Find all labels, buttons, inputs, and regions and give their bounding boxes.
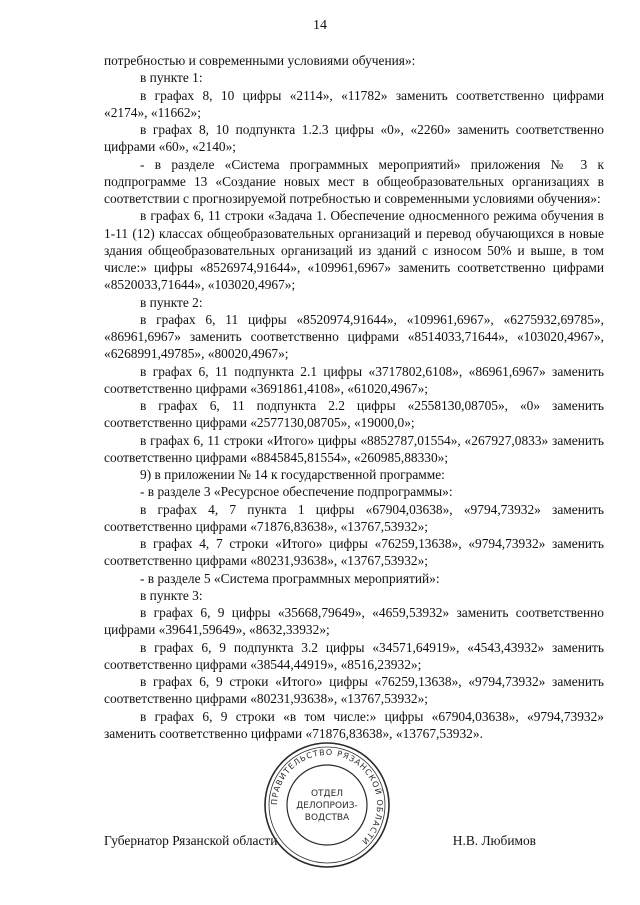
paragraph: - в разделе «Система программных мероприятий» приложения № 3 к подпрограмме 13 «Создание новых мест в общеобразовательных организациях в соответствии с прогнозируемой потребностью и современными условиями обучения»: <box>104 156 604 206</box>
paragraph: в графах 8, 10 подпункта 1.2.3 цифры «0», «2260» заменить соответственно цифрами «60», «2140»; <box>104 122 604 155</box>
paragraph: в графах 6, 9 строки «Итого» цифры «76259,13638», «9794,73932» заменить соответственно цифрами «80231,93638», «13767,53932»; <box>104 674 604 707</box>
paragraph: в графах 4, 7 пункта 1 цифры «67904,03638», «9794,73932» заменить соответственно цифрами «71876,83638», «13767,53932»; <box>104 501 604 534</box>
stamp-center-line: ВОДСТВА <box>304 813 350 823</box>
paragraph: в графах 4, 7 строки «Итого» цифры «76259,13638», «9794,73932» заменить соответственно цифрами «80231,93638», «13767,53932»; <box>104 536 604 569</box>
paragraph: в графах 6, 11 подпункта 2.1 цифры «3717802,6108», «86961,6967» заменить соответственно цифрами «3691861,4108», «61020,4967»; <box>104 363 604 396</box>
paragraph: в графах 6, 11 строки «Задача 1. Обеспечение односменного режима обучения в 1-11 (12) классах общеобразовательных организаций и перевод обучающихся в новые здания общеобразовательных организаций из зданий с износом 50% и выше, в том числе:» цифры «8526974,91644», «109961,6967» заменить соответственно цифрами «8520033,71644», «103020,4967»; <box>104 208 604 293</box>
official-stamp <box>262 740 392 870</box>
paragraph: в пункте 1: <box>140 70 203 86</box>
paragraph: в графах 6, 9 строки «в том числе:» цифры «67904,03638», «9794,73932» заменить соответственно цифрами «71876,83638», «13767,53932». <box>104 708 604 741</box>
paragraph: в графах 6, 11 строки «Итого» цифры «8852787,01554», «267927,0833» заменить соответственно цифрами «8845845,81554», «260985,88330»; <box>104 432 604 465</box>
paragraph: потребностью и современными условиями обучения»: <box>104 53 416 68</box>
paragraph: в графах 6, 11 цифры «8520974,91644», «109961,6967», «6275932,69785», «86961,6967» заменить соответственно цифрами «8514033,71644», «103020,4967», «6268991,49785», «80020,4967»; <box>104 311 604 362</box>
paragraph: в графах 6, 9 цифры «35668,79649», «4659,53932» заменить соответственно цифрами «39641,59649», «8632,33932»; <box>104 605 604 638</box>
stamp-center-line: ОТДЕЛ <box>310 789 344 799</box>
paragraph: в графах 6, 9 подпункта 3.2 цифры «34571,64919», «4543,43932» заменить соответственно цифрами «38544,44919», «8516,23932»; <box>104 639 604 672</box>
paragraph: - в разделе 3 «Ресурсное обеспечение подпрограммы»: <box>140 484 453 500</box>
signer-name: Н.В. Любимов <box>452 833 536 848</box>
document-body <box>104 52 604 742</box>
paragraph: в пункте 3: <box>140 587 203 603</box>
stamp-center-line: ДЕЛОПРОИЗ- <box>296 801 358 811</box>
page-number: 14 <box>313 18 327 33</box>
stamp-ring-text: ПРАВИТЕЛЬСТВО РЯЗАНСКОЙ ОБЛАСТИ <box>269 747 385 847</box>
signer-title: Губернатор Рязанской области <box>104 833 278 848</box>
paragraph: - в разделе 5 «Система программных мероприятий»: <box>140 570 440 586</box>
paragraph: в пункте 2: <box>140 294 203 310</box>
stamp-seal-icon <box>262 740 392 870</box>
paragraph: в графах 8, 10 цифры «2114», «11782» заменить соответственно цифрами «2174», «11662»; <box>104 87 604 120</box>
paragraph: 9) в приложении № 14 к государственной программе: <box>140 467 445 482</box>
paragraph: в графах 6, 11 подпункта 2.2 цифры «2558130,08705», «0» заменить соответственно цифрами «2577130,08705», «19000,0»; <box>104 398 604 431</box>
